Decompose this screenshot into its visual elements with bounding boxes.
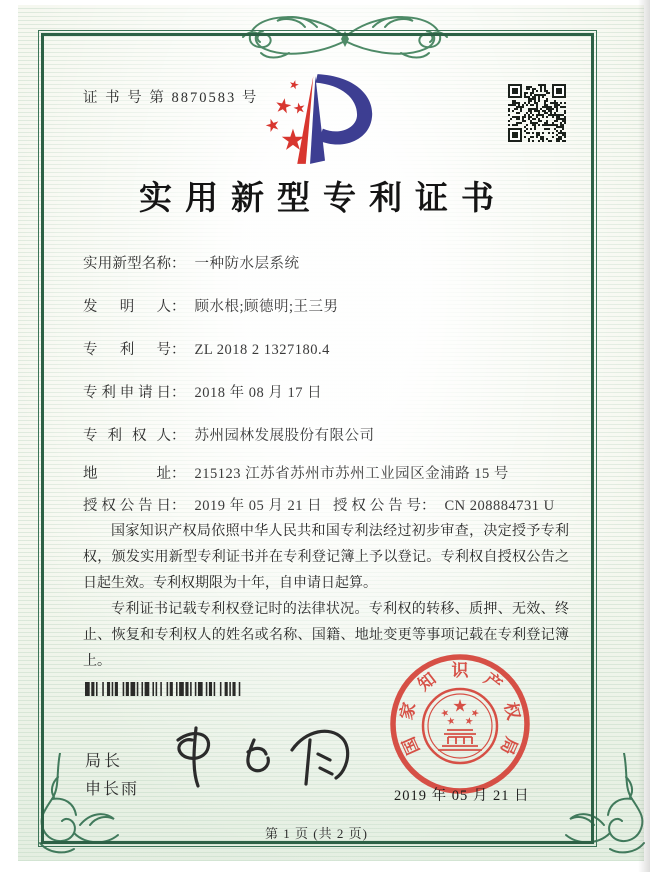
field-colon: ： (421, 498, 436, 514)
inventors-row (83, 295, 583, 316)
field-label: 授权公告日 (83, 498, 171, 514)
director-name: 申长雨 (85, 781, 140, 798)
field-value: 2019 年 05 月 21 日 (194, 498, 323, 514)
filing-date-row (83, 381, 583, 402)
patent-name-row (83, 252, 583, 273)
director-signature (158, 714, 358, 800)
field-label: 授权公告号 (333, 498, 421, 514)
grant-row (83, 494, 583, 515)
seal-char: 家 (396, 700, 420, 722)
seal-date: 2019 年 05 月 21 日 (394, 788, 530, 804)
patentee-row (83, 424, 583, 445)
field-value: 一种防水层系统 (194, 256, 300, 272)
field-colon: ： (171, 342, 186, 358)
field-label: 实用新型名称 (83, 256, 171, 272)
field-colon: ： (171, 498, 186, 514)
certificate-number: 证 书 号 第 8870583 号 (83, 90, 259, 106)
qr-code (508, 84, 566, 142)
field-colon: ： (171, 256, 186, 272)
national-emblem-icon (423, 689, 497, 763)
field-label: 地址 (83, 466, 171, 482)
field-label: 专利权人 (83, 428, 171, 444)
seal-char: 权 (500, 700, 524, 722)
field-label: 发明人 (83, 299, 171, 315)
director-title: 局长 (85, 753, 124, 770)
page-footer: 第 1 页 (共 2 页) (265, 826, 368, 841)
field-value: 215123 江苏省苏州市苏州工业园区金浦路 15 号 (194, 466, 509, 482)
address-row (83, 462, 583, 483)
field-value: 2018 年 08 月 17 日 (194, 385, 323, 401)
cnipa-logo-icon (250, 72, 384, 166)
field-colon: ： (171, 299, 186, 315)
grant-number-group (333, 494, 555, 515)
field-value: 顾水根;顾德明;王三男 (194, 299, 339, 315)
field-colon: ： (171, 466, 186, 482)
seal-char: 局 (496, 734, 522, 758)
official-seal (385, 649, 535, 799)
scan-edge-shadow (638, 0, 650, 872)
field-colon: ： (171, 428, 186, 444)
seal-char: 国 (398, 734, 424, 758)
legal-paragraph-1: 国家知识产权局依照中华人民共和国专利法经过初步审查，决定授予专利权，颁发实用新型专利证书并在专利登记簿上予以登记。专利权自授权公告之日起生效。专利权期限为十年，自申请日起算。 (83, 524, 569, 591)
field-label: 专利申请日 (83, 385, 171, 401)
patent-number-row (83, 338, 583, 359)
legal-paragraph-2: 专利证书记载专利权登记时的法律状况。专利权的转移、质押、无效、终止、恢复和专利权人的姓名或名称、国籍、地址变更等事项记载在专利登记簿上。 (83, 602, 569, 669)
field-value: 苏州园林发展股份有限公司 (194, 428, 375, 444)
field-colon: ： (171, 385, 186, 401)
barcode (85, 682, 245, 696)
seal-char: 产 (480, 669, 506, 695)
field-value: CN 208884731 U (444, 498, 555, 514)
field-label: 专利号 (83, 342, 171, 358)
field-value: ZL 2018 2 1327180.4 (194, 342, 330, 358)
certificate-title: 实用新型专利证书 (139, 181, 507, 217)
seal-char: 知 (414, 669, 440, 695)
seal-char: 识 (451, 661, 469, 680)
